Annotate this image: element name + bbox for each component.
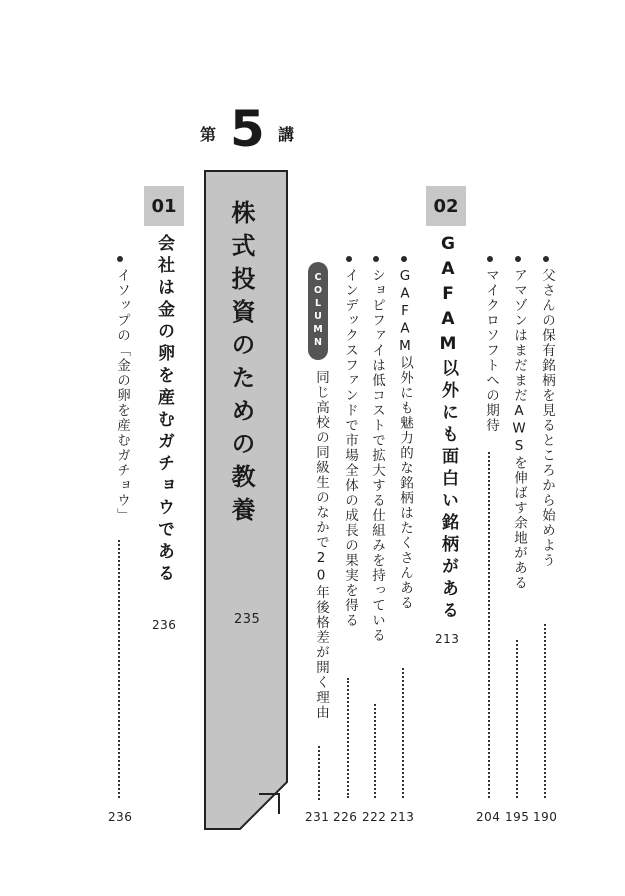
bullet-icon [117,256,123,262]
section-02-item-2[interactable]: アマゾンはまだまだAWSを伸ばす余地がある [511,268,527,591]
lecture-number: 5 [230,100,265,158]
section-02-item-6[interactable]: インデックスファンドで市場全体の成長の果実を得る [342,268,358,628]
section-02-item-6-page: 226 [333,810,358,824]
leader-dots [488,452,490,798]
leader-dots [544,624,546,798]
section-02-item-4[interactable]: GAFAM以外にも魅力的な銘柄はたくさんある [397,268,413,611]
banner-page: 235 [234,612,261,627]
section-02-title[interactable]: GAFAM以外にも面白い銘柄がある [438,234,458,623]
section-02-item-2-page: 195 [505,810,530,824]
section-02-item-3-page: 204 [476,810,501,824]
bullet-icon [515,256,521,262]
section-02-page: 213 [435,632,460,646]
section-01-badge: 01 [144,186,184,226]
lecture-suffix: 講 [278,125,295,144]
leader-dots [318,746,320,800]
leader-dots [347,678,349,798]
leader-dots [118,540,120,798]
column-badge: COLUMN [308,262,328,360]
section-01-page: 236 [152,618,177,632]
leader-dots [402,668,404,798]
section-02-item-5[interactable]: ショピファイは低コストで拡大する仕組みを持っている [369,268,385,643]
lecture-heading [196,100,306,160]
leader-dots [374,704,376,798]
section-02-item-1[interactable]: 父さんの保有銘柄を見るところから始めよう [539,268,555,568]
section-02-item-1-page: 190 [533,810,558,824]
section-02-item-3[interactable]: マイクロソフトへの期待 [483,268,499,433]
section-01-title[interactable]: 会社は金の卵を産むガチョウである [154,234,174,586]
bullet-icon [346,256,352,262]
bullet-icon [373,256,379,262]
section-01-item-1[interactable]: イソップの「金の卵を産むガチョウ」 [114,268,130,523]
lecture-prefix: 第 [200,125,217,144]
section-01-item-1-page: 236 [108,810,133,824]
section-02-badge: 02 [426,186,466,226]
bullet-icon [543,256,549,262]
column-page: 231 [305,810,330,824]
bullet-icon [401,256,407,262]
banner-title[interactable]: 株式投資のための教養 [227,200,255,530]
section-02-item-4-page: 213 [390,810,415,824]
section-02-item-5-page: 222 [362,810,387,824]
bullet-icon [487,256,493,262]
leader-dots [516,640,518,798]
column-title[interactable]: 同じ高校の同級生のなかで20年後格差が開く理由 [313,370,329,720]
